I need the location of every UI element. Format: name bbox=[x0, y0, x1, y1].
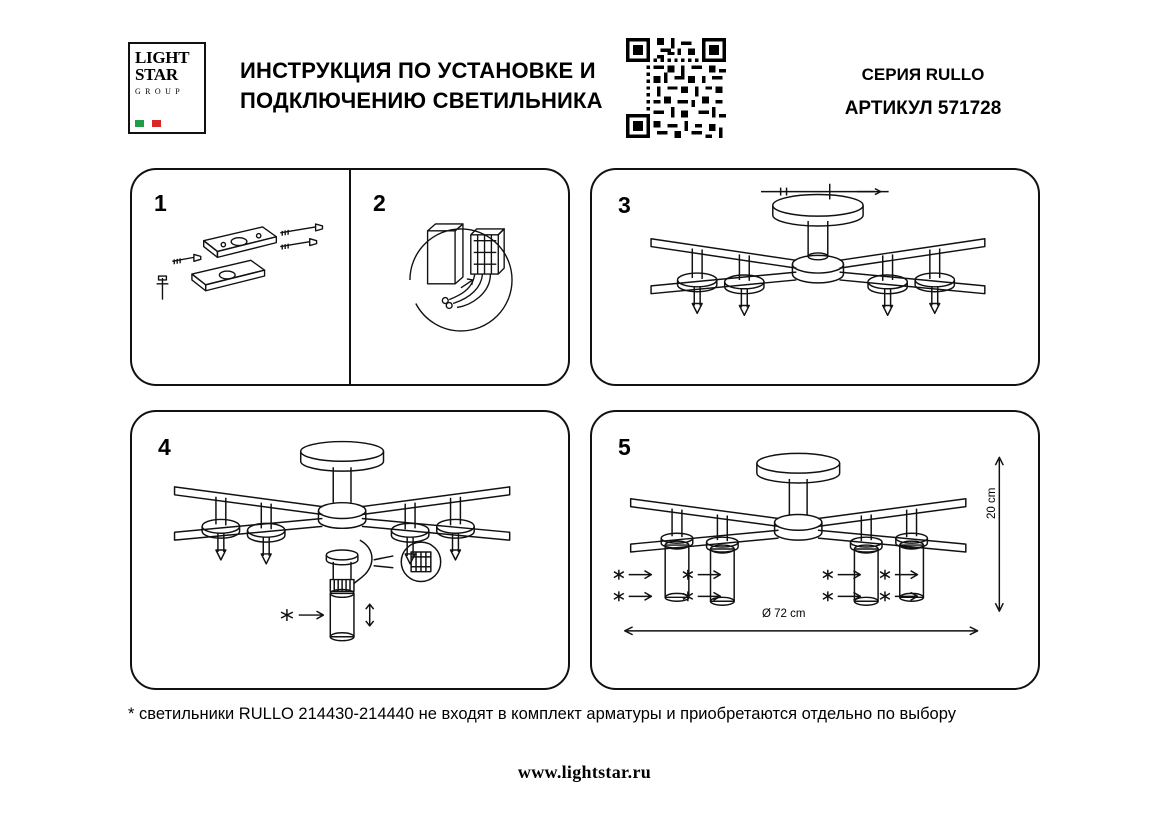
panel-number-3: 3 bbox=[618, 192, 631, 218]
series-label: СЕРИЯ RULLO bbox=[861, 65, 985, 84]
footnote: * светильники RULLO 214430-214440 не входят в комплект арматуры и приобретаются отдельно по выбору bbox=[128, 705, 956, 723]
dimension-height-label: 20 cm bbox=[986, 487, 998, 519]
qr-code-icon bbox=[626, 38, 726, 138]
header bbox=[128, 38, 1048, 138]
page-title-line1: ИНСТРУКЦИЯ ПО УСТАНОВКЕ И bbox=[240, 58, 596, 83]
step-5-illustration bbox=[592, 412, 1038, 688]
article-label: АРТИКУЛ 571728 bbox=[844, 98, 1002, 119]
brand-logo bbox=[128, 42, 206, 134]
logo-text-light: LIGHT bbox=[135, 48, 190, 67]
panel-step-3 bbox=[590, 168, 1040, 386]
page-title-line2: ПОДКЛЮЧЕНИЮ СВЕТИЛЬНИКА bbox=[240, 88, 603, 113]
step-2-illustration bbox=[351, 170, 568, 384]
website-url: www.lightstar.ru bbox=[517, 762, 652, 782]
panel-number-2: 2 bbox=[373, 190, 386, 216]
panel-number-4: 4 bbox=[158, 434, 171, 460]
panel-step-4 bbox=[130, 410, 570, 690]
panel-step-5 bbox=[590, 410, 1040, 690]
italian-flag-icon bbox=[135, 120, 161, 127]
logo-text-group: G R O U P bbox=[135, 87, 181, 96]
step-3-illustration bbox=[592, 170, 1038, 384]
dimension-diameter-label: Ø 72 cm bbox=[762, 608, 806, 620]
panel-number-1: 1 bbox=[154, 190, 167, 216]
panel-step-2 bbox=[349, 168, 570, 386]
step-4-illustration bbox=[132, 412, 568, 688]
page-title bbox=[240, 56, 630, 116]
panel-number-5: 5 bbox=[618, 434, 631, 460]
logo-text-star: STAR bbox=[135, 65, 178, 84]
panel-step-1 bbox=[130, 168, 351, 386]
panel-divider bbox=[349, 170, 351, 384]
step-1-illustration bbox=[132, 170, 351, 384]
